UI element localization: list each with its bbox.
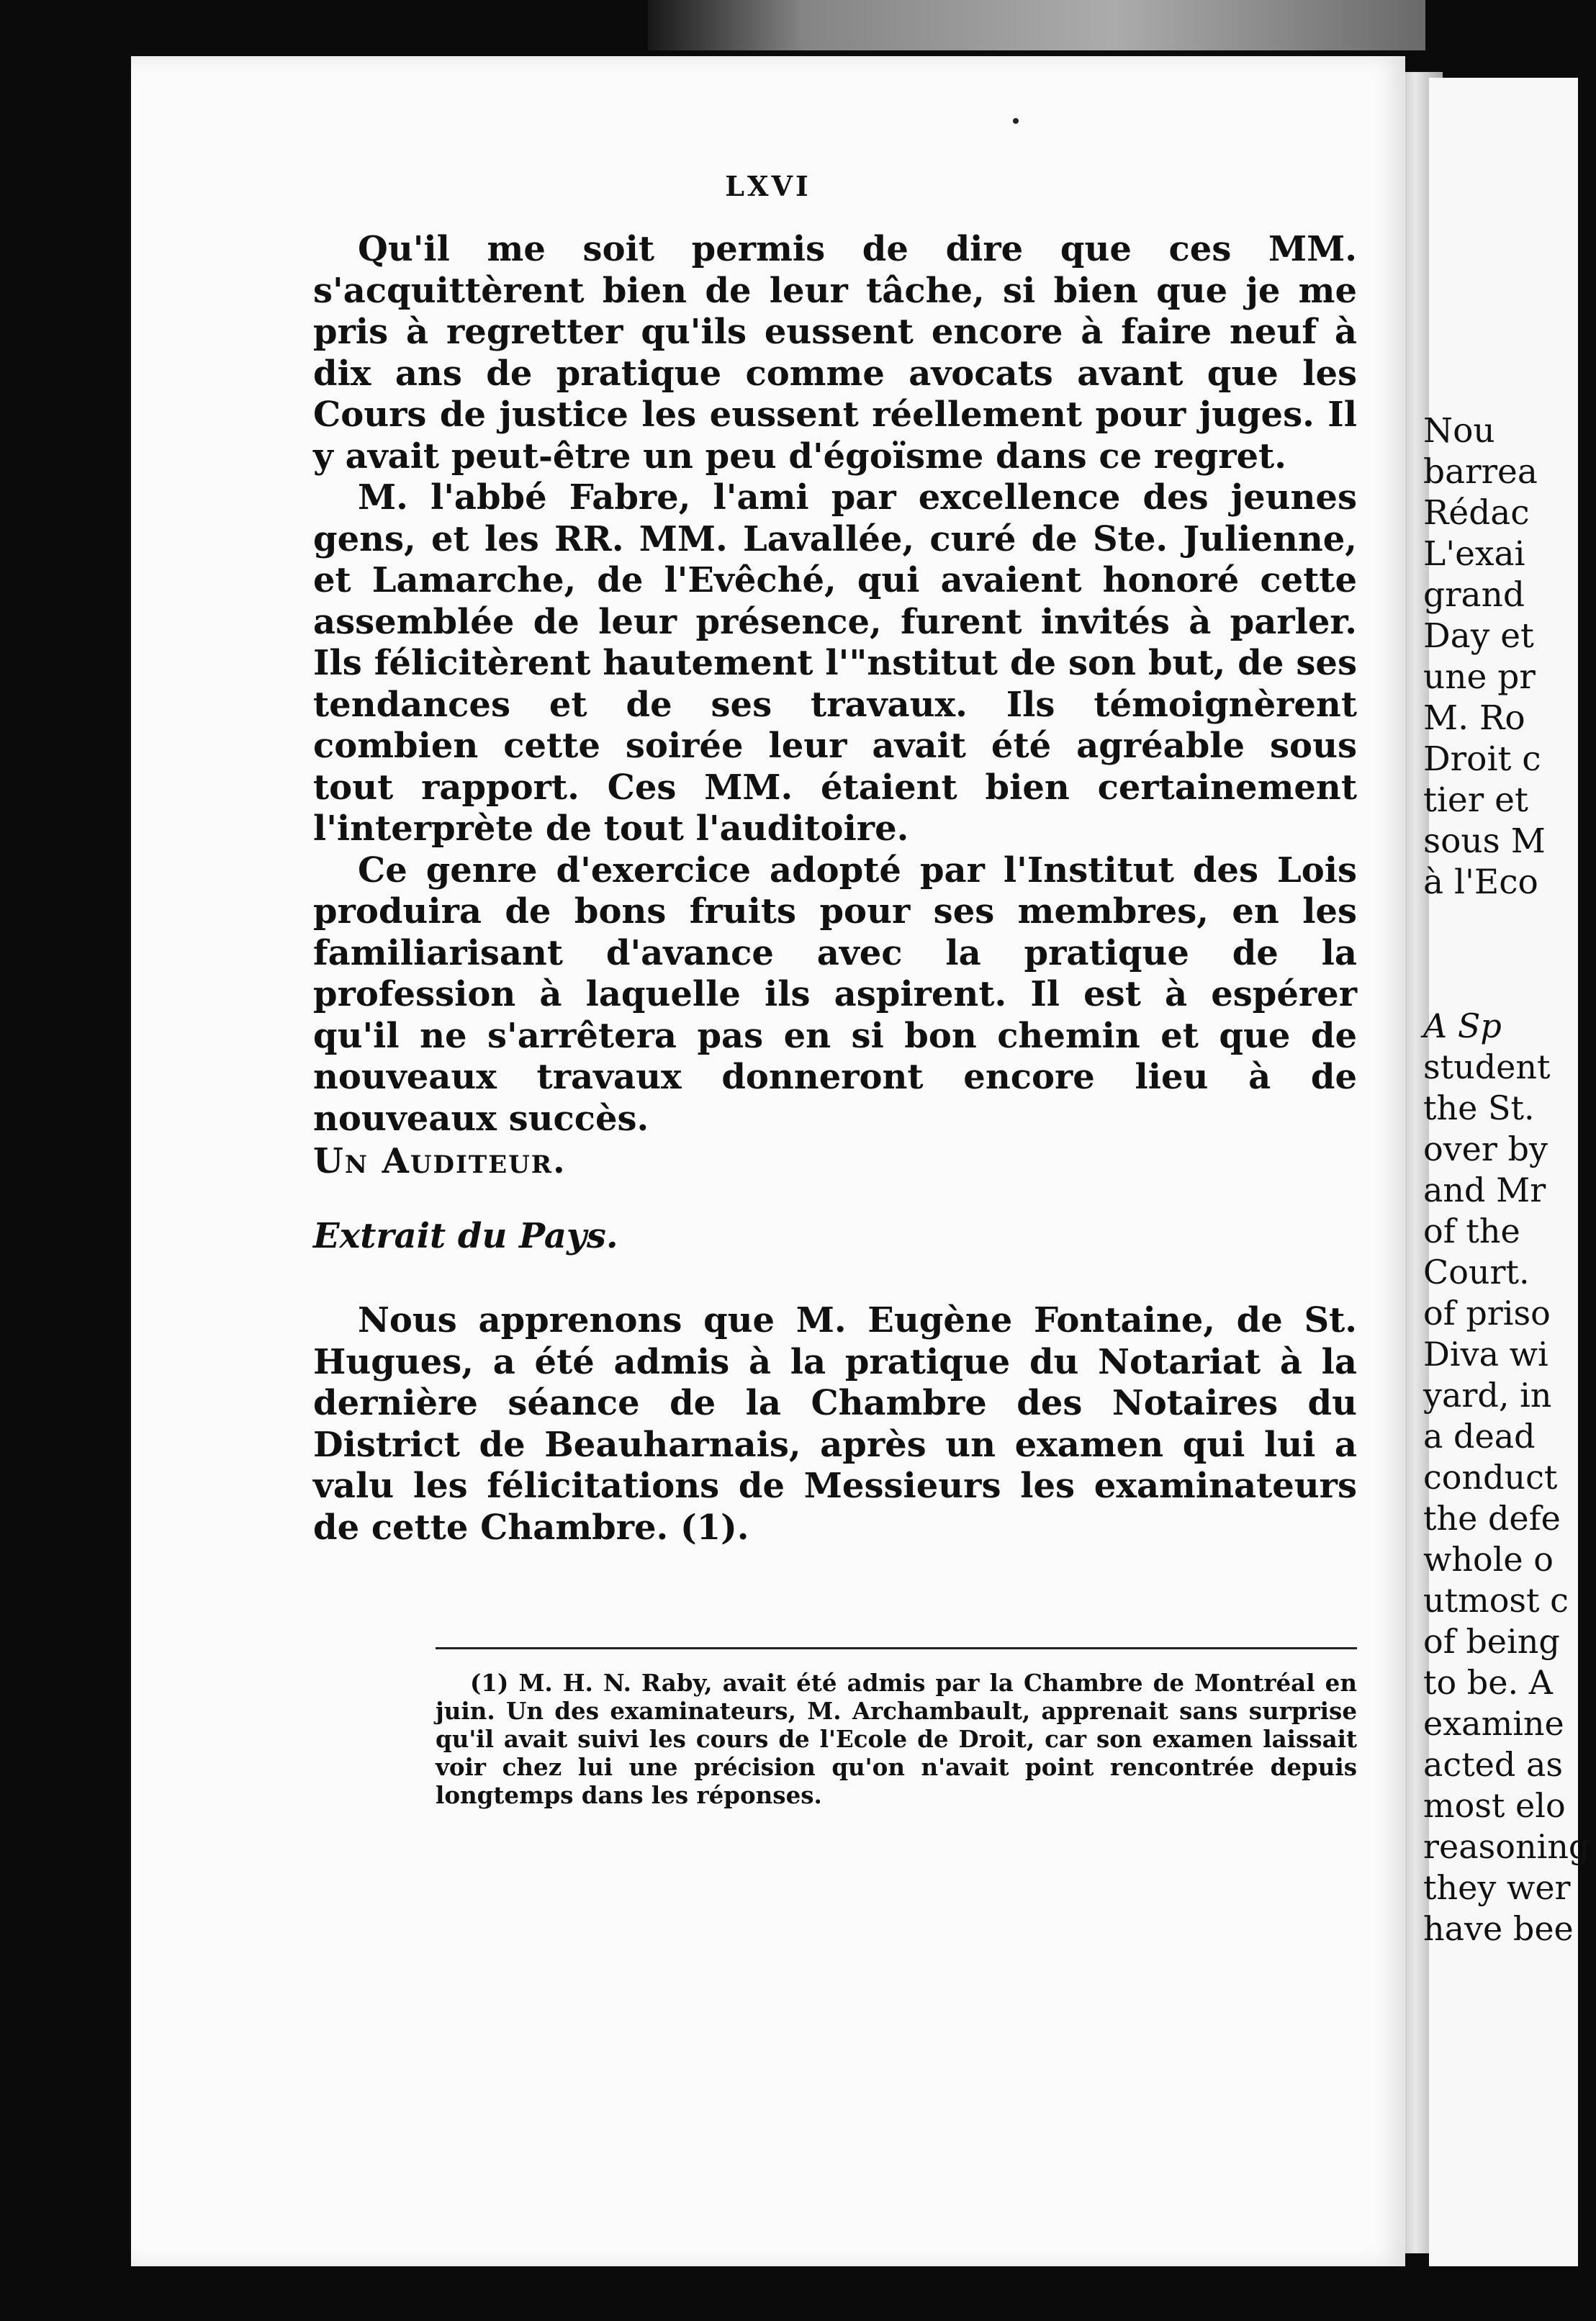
right-line: have bee bbox=[1423, 1909, 1574, 1948]
right-line: student bbox=[1423, 1047, 1551, 1086]
right-line: Nou bbox=[1423, 411, 1495, 451]
right-line: examine bbox=[1423, 1704, 1564, 1743]
right-line: L'exai bbox=[1423, 534, 1525, 574]
article-body bbox=[313, 229, 1357, 1549]
footnote-divider bbox=[436, 1647, 1357, 1649]
right-line: yard, in bbox=[1423, 1376, 1552, 1415]
right-line: utmost c bbox=[1423, 1581, 1569, 1620]
right-line: whole o bbox=[1423, 1540, 1554, 1579]
right-line: Droit c bbox=[1423, 739, 1541, 779]
paragraph-3: Ce genre d'exercice adopté par l'Institut des Lois produira de bons fruits pour ses membres, en les familiarisant d'avance avec la pratique de la profession à laquelle ils aspirent. Il est à espérer qu'il ne s'arrêtera pas en si bon chemin et que de nouveaux travaux donneront encore lieu à de nouveaux succès. bbox=[313, 849, 1357, 1139]
signature: Un Auditeur. bbox=[313, 1141, 567, 1181]
right-line: and Mr bbox=[1423, 1171, 1546, 1209]
right-line: A Sp bbox=[1423, 1006, 1502, 1045]
right-line: conduct bbox=[1423, 1458, 1558, 1497]
right-line: barrea bbox=[1423, 452, 1538, 492]
right-line: à l'Eco bbox=[1423, 862, 1538, 902]
right-line: Court. bbox=[1423, 1253, 1530, 1292]
paragraph-2: M. l'abbé Fabre, l'ami par excellence des jeunes gens, et les RR. MM. Lavallée, curé de Ste. Julienne, et Lamarche, de l'Evêché, qui avaient honoré cette assemblée de leur présence, furent invités à parler. Ils félicitèrent hautement l'"nstitut de son but, de ses tendances et de ses travaux. Ils témoignèrent combien cette soirée leur avait été agréable sous tout rapport. Ces MM. étaient bien certainement l'interprète de tout l'auditoire. bbox=[313, 477, 1357, 849]
ink-speck bbox=[1013, 118, 1019, 124]
right-line: reasoning bbox=[1423, 1827, 1590, 1866]
scan-edge bbox=[648, 0, 1425, 50]
right-line: of priso bbox=[1423, 1294, 1551, 1333]
right-page-fragment bbox=[1423, 78, 1590, 2266]
right-line: over by bbox=[1423, 1130, 1548, 1168]
right-line: grand bbox=[1423, 575, 1525, 615]
extract-paragraph: Nous apprenons que M. Eugène Fontaine, de St. Hugues, a été admis à la pratique du Notariat à la dernière séance de la Chambre des Notaires du District de Beauharnais, après un examen qui lui a valu les félicitations de Messieurs les examinateurs de cette Chambre. (1). bbox=[313, 1300, 1357, 1548]
right-line: of the bbox=[1423, 1212, 1520, 1250]
right-line: to be. A bbox=[1423, 1663, 1553, 1702]
right-line: Diva wi bbox=[1423, 1335, 1548, 1374]
section-subheading: Extrait du Pays. bbox=[313, 1215, 618, 1256]
right-line: the St. bbox=[1423, 1089, 1535, 1127]
right-line: the defe bbox=[1423, 1499, 1561, 1538]
right-line: acted as bbox=[1423, 1745, 1563, 1784]
paragraph-1: Qu'il me soit permis de dire que ces MM. s'acquittèrent bien de leur tâche, si bien que je me pris à regretter qu'ils eussent encore à faire neuf à dix ans de pratique comme avocats avant que les Cours de justice les eussent réellement pour juges. Il y avait peut-être un peu d'égoïsme dans ce regret. bbox=[313, 229, 1357, 477]
right-line: of being bbox=[1423, 1622, 1560, 1661]
right-line: Rédac bbox=[1423, 493, 1530, 533]
right-line: M. Ro bbox=[1423, 698, 1525, 738]
right-line: a dead bbox=[1423, 1417, 1536, 1456]
right-line: sous M bbox=[1423, 821, 1546, 861]
right-line: they wer bbox=[1423, 1868, 1571, 1907]
footnote bbox=[436, 1669, 1357, 1809]
right-page-text bbox=[1423, 410, 1596, 1950]
right-line: une pr bbox=[1423, 657, 1536, 697]
footnote-text: (1) M. H. N. Raby, avait été admis par la Chambre de Montréal en juin. Un des examinateurs, M. Archambault, apprenait sans surprise qu'il avait suivi les cours de l'Ecole de Droit, car son examen laissait voir chez lui une précision qu'on n'avait point rencontrée depuis longtemps dans les réponses. bbox=[436, 1669, 1357, 1809]
right-line: Day et bbox=[1423, 616, 1534, 656]
right-line: tier et bbox=[1423, 780, 1528, 820]
right-line: most elo bbox=[1423, 1786, 1566, 1825]
page-number-header: LXVI bbox=[725, 170, 811, 202]
